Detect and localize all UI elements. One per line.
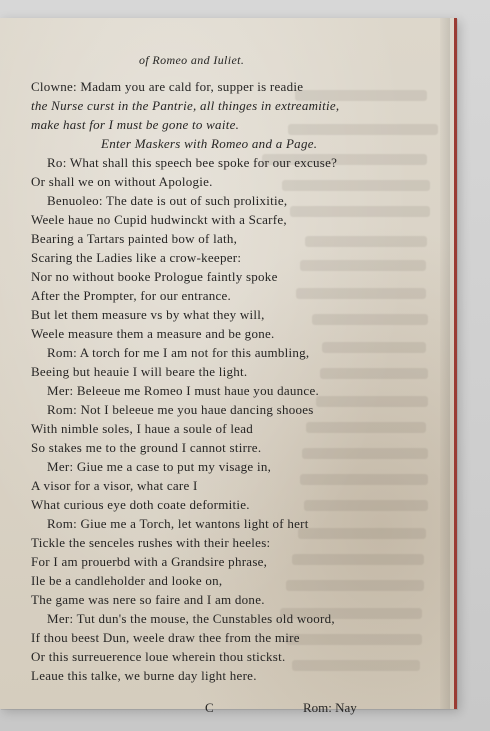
text-line-22: A visor for a visor, what care I [31,478,198,493]
text-line-5: Ro: What shall this speech bee spoke for our excuse? [47,155,338,170]
text-line-3: make hast for I must be gone to waite. [31,117,240,132]
text-line-28: The game was nere so faire and I am done. [31,592,265,607]
text-line-7: Benuoleo: The date is out of such prolixitie, [47,193,288,208]
text-line-11: Nor no without booke Prologue faintly spoke [31,269,278,284]
text-line-18: Rom: Not I beleeue me you haue dancing shooes [47,402,314,417]
stage-direction: Enter Maskers with Romeo and a Page. [101,136,318,151]
text-line-30: If thou beest Dun, weele draw thee from the mire [31,630,300,645]
text-line-16: Beeing but heauie I will beare the light. [31,364,248,379]
book-page [0,18,457,715]
text-line-31: Or this surreuerence loue wherein thou stickst. [31,649,286,664]
text-line-10: Scaring the Ladies like a crow-keeper: [31,250,242,265]
text-line-24: Rom: Giue me a Torch, let wantons light of hert [47,516,309,531]
text-line-14: Weele measure them a measure and be gone. [31,326,275,341]
text-line-12: After the Prompter, for our entrance. [31,288,232,303]
page-text-block [31,53,385,715]
text-line-25: Tickle the senceles rushes with their heeles: [31,535,271,550]
text-line-6: Or shall we on without Apologie. [31,174,213,189]
text-line-21: Mer: Giue me a case to put my visage in, [47,459,272,474]
text-line-19: With nimble soles, I haue a soule of lead [31,421,254,436]
text-line-29: Mer: Tut dun's the mouse, the Cunstables old woord, [47,611,335,626]
text-line-8: Weele haue no Cupid hudwinckt with a Scarfe, [31,212,287,227]
text-line-20: So stakes me to the ground I cannot stirre. [31,440,262,455]
text-line-1: Clowne: Madam you are cald for, supper is readie [31,79,304,94]
text-line-17: Mer: Beleeue me Romeo I must haue you daunce. [47,383,319,398]
text-line-27: Ile be a candleholder and looke on, [31,573,223,588]
text-line-2: the Nurse curst in the Pantrie, all thinges in extreamitie, [31,98,340,113]
text-line-9: Bearing a Tartars painted bow of lath, [31,231,238,246]
page-signature: C [205,700,214,715]
text-line-26: For I am prouerbd with a Grandsire phrase, [31,554,268,569]
catchword: Rom: Nay [303,700,357,715]
text-line-23: What curious eye doth coate deformitie. [31,497,250,512]
text-line-32: Leaue this talke, we burne day light here. [31,668,257,683]
text-line-13: But let them measure vs by what they will, [31,307,265,322]
text-line-15: Rom: A torch for me I am not for this aumbling, [47,345,310,360]
running-header: of Romeo and Iuliet. [139,53,245,67]
